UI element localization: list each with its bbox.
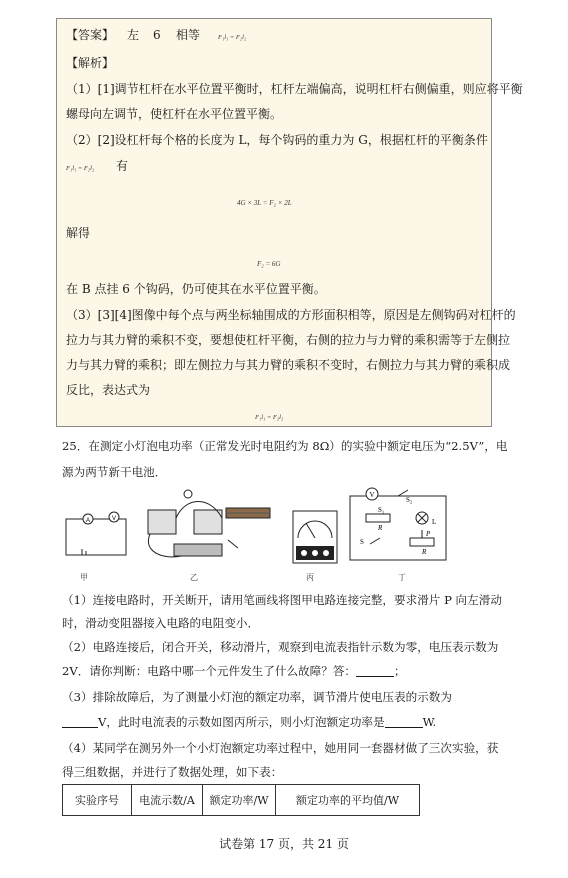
sub3-line1: （3）排除故障后，为了测量小灯泡的额定功率，调节滑片使电压表的示数为: [62, 690, 452, 704]
analysis-p3-line4: 反比，表达式为: [66, 383, 151, 397]
ding-label-s: S: [360, 538, 364, 546]
analysis-p3-line1: （3）[3][4]图像中每个点与两坐标轴围成的方形面积相等，原因是左侧钩码对杠杆的: [66, 308, 516, 322]
ding-label-s1: S₁: [378, 506, 385, 514]
voltmeter-label-v: V: [111, 516, 117, 522]
table-header-cell: 电流示数/A: [132, 785, 203, 816]
answer-equal: 相等: [176, 28, 201, 42]
q25-stem-line1: 25．在测定小灯泡电功率（正常发光时电阻约为 8Ω）的实验中额定电压为“2.5V”，电: [62, 439, 508, 453]
apparatus-photo-yi: [140, 488, 280, 566]
jiede-label: 解得: [66, 226, 91, 240]
equation-1: 4G × 3L = F₂ × 2L: [237, 199, 292, 207]
sub1-line2: 时，滑动变阻器接入电路的电阻变小．: [62, 616, 260, 630]
equation-2: F₂ = 6G: [257, 260, 281, 268]
figure-label-ding: 丁: [398, 573, 406, 582]
analysis-p3-line2: 拉力与其力臂的乘积不变，要想使杠杆平衡，右侧的拉力与力臂的乘积需等于左侧拉: [66, 333, 511, 347]
analysis-p2-end: 在 B 点挂 6 个钩码，仍可使其在水平位置平衡。: [66, 282, 326, 296]
analysis-p1-line1: （1）[1]调节杠杆在水平位置平衡时，杠杆左端偏高，说明杠杆右侧偏重，则应将平衡: [66, 82, 523, 96]
answer-left: 左: [127, 28, 140, 42]
analysis-p2-you: 有: [116, 159, 129, 173]
ding-label-r: R: [378, 524, 383, 532]
ammeter-dial-bing: [292, 510, 338, 564]
sub4-line2: 得三组数据，并进行了数据处理，如下表：: [62, 765, 283, 779]
sub4-line1: （4）某同学在测另外一个小灯泡额定功率过程中，她用同一套器材做了三次实验，获: [62, 741, 499, 755]
ding-label-v: V: [369, 491, 375, 499]
analysis-p3-line3: 力与其力臂的乘积；即左侧拉力与其力臂的乘积不变时，右侧拉力与其力臂的乘积成: [66, 358, 511, 372]
ding-label-p: P: [426, 530, 431, 538]
analysis-p1-line2: 螺母向左调节，使杠杆在水平位置平衡。: [66, 107, 283, 121]
ammeter-label-a: A: [85, 518, 91, 524]
analysis-p2-formula: F₁l₁ = F₂l₂: [66, 165, 95, 172]
q25-stem-line2: 源为两节新干电池．: [62, 465, 167, 479]
ding-label-r2: R: [422, 548, 427, 556]
analysis-p2-line1: （2）[2]设杠杆每个格的长度为 L，每个钩码的重力为 G，根据杠杆的平衡条件: [66, 133, 488, 147]
figure-label-jia: 甲: [80, 573, 88, 582]
sub2-line1: （2）电路连接后，闭合开关，移动滑片，观察到电流表指针示数为零，电压表示数为: [62, 640, 499, 654]
answer-blank-voltage[interactable]: [62, 716, 98, 728]
table-header-cell: 实验序号: [63, 785, 132, 816]
sub2-line2: 2V．请你判断：电路中哪一个元件发生了什么故障？答： ；: [62, 664, 406, 678]
table-header-row: [63, 785, 420, 816]
page-footer: 试卷第 17 页，共 21 页: [219, 837, 349, 851]
ding-label-s2: S₂: [406, 496, 413, 504]
ding-label-l: L: [432, 518, 437, 526]
sub3-line2: V，此时电流表的示数如图丙所示，则小灯泡额定功率是 W.: [62, 715, 436, 729]
answer-six: 6: [153, 28, 161, 42]
equation-3: F₁l₁ = F₂l₂: [255, 414, 284, 421]
table-header-cell: 额定功率的平均值/W: [276, 785, 420, 816]
figure-label-yi: 乙: [190, 573, 198, 582]
circuit-diagram-ding: [342, 486, 450, 564]
data-table: [62, 784, 420, 816]
answer-blank-power[interactable]: [385, 716, 423, 728]
answer-blank-fault[interactable]: [356, 665, 394, 677]
circuit-diagram-jia: [62, 505, 134, 563]
table-header-cell: 额定功率/W: [203, 785, 276, 816]
figure-label-bing: 丙: [306, 573, 314, 582]
sub1-line1: （1）连接电路时，开关断开，请用笔画线将图甲电路连接完整，要求滑片 P 向左滑动: [62, 593, 502, 607]
analysis-label: 【解析】: [66, 56, 115, 70]
answer-label: 【答案】: [66, 28, 115, 42]
answer-formula: F₁l₁ = F₂l₂: [218, 34, 247, 41]
